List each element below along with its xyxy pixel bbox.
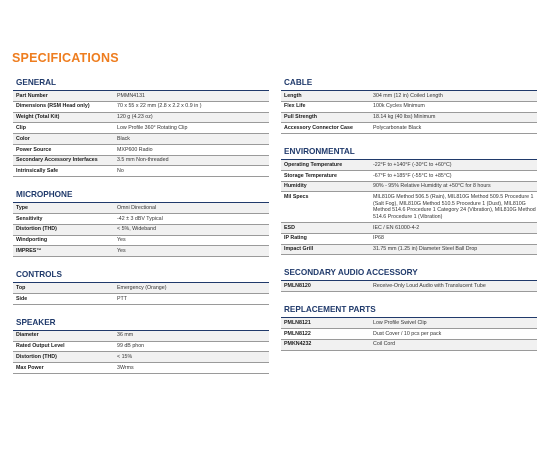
spec-label: Distortion (THD) bbox=[16, 226, 57, 233]
spec-label: IMPRES™ bbox=[16, 247, 42, 254]
spec-row bbox=[13, 156, 269, 167]
spec-label: Sensitivity bbox=[16, 215, 43, 222]
spec-label: PMLN8121 bbox=[284, 319, 311, 326]
section-heading: CABLE bbox=[281, 75, 537, 91]
spec-value: Coil Cord bbox=[373, 341, 396, 348]
spec-row bbox=[13, 91, 269, 102]
spec-row bbox=[281, 329, 537, 340]
spec-row bbox=[13, 342, 269, 353]
spec-value: < 15% bbox=[117, 353, 133, 360]
spec-row bbox=[281, 340, 537, 351]
section-heading: CONTROLS bbox=[13, 267, 269, 283]
spec-value: 18.14 kg (40 lbs) Minimum bbox=[373, 114, 436, 121]
spec-row bbox=[281, 318, 537, 329]
spec-row bbox=[13, 203, 269, 214]
environmental-section bbox=[281, 144, 537, 255]
spec-label: Top bbox=[16, 284, 26, 291]
spec-label: Intrinsically Safe bbox=[16, 168, 59, 175]
spec-row bbox=[281, 182, 537, 193]
spec-label: Power Source bbox=[16, 146, 52, 153]
spec-value: -42 ± 3 dBV Typical bbox=[117, 215, 163, 222]
spec-row bbox=[281, 160, 537, 171]
spec-row bbox=[281, 123, 537, 134]
spec-value: Yes bbox=[117, 237, 126, 244]
spec-row bbox=[281, 281, 537, 292]
spec-row bbox=[13, 113, 269, 124]
spec-table bbox=[281, 160, 537, 255]
spec-value: MIL810G Method 506.5 (Rain), MIL810G Method 509.5 Procedure 1 (Salt Fog), MIL810G Method 510.5 Procedure 1 (Dust), MIL810G Method 514.6 Procedure 1 Category 24 (Vibration), MIL810G Method 514.6 Procedure 1 (Vibration) bbox=[373, 194, 536, 220]
spec-value: -67°F to +185°F (-55°C to +85°C) bbox=[373, 172, 452, 179]
spec-table bbox=[13, 91, 269, 177]
microphone-section bbox=[13, 187, 269, 257]
right-column bbox=[281, 75, 537, 361]
spec-value: 100k Cycles Minimum bbox=[373, 103, 425, 110]
spec-value: Emergency (Orange) bbox=[117, 284, 167, 291]
spec-row bbox=[13, 294, 269, 305]
spec-label: IP Rating bbox=[284, 235, 307, 242]
spec-row bbox=[13, 134, 269, 145]
spec-row bbox=[13, 145, 269, 156]
spec-label: Part Number bbox=[16, 92, 48, 99]
spec-value: 70 x 55 x 22 mm (2.8 x 2.2 x 0.9 in ) bbox=[117, 103, 202, 110]
spec-row bbox=[281, 234, 537, 245]
spec-label: Rated Output Level bbox=[16, 343, 65, 350]
spec-row bbox=[13, 363, 269, 374]
section-heading: REPLACEMENT PARTS bbox=[281, 302, 537, 318]
spec-value: Dust Cover / 10 pcs per pack bbox=[373, 330, 442, 337]
spec-label: Accessory Connector Case bbox=[284, 124, 353, 131]
spec-value: Black bbox=[117, 135, 130, 142]
spec-value: PMMN4131 bbox=[117, 92, 145, 99]
spec-row bbox=[13, 214, 269, 225]
spec-value: Low Profile 360° Rotating Clip bbox=[117, 124, 188, 131]
spec-label: Distortion (THD) bbox=[16, 353, 57, 360]
spec-label: PMLN8122 bbox=[284, 330, 311, 337]
spec-row bbox=[281, 223, 537, 234]
spec-value: No bbox=[117, 168, 124, 175]
spec-value: < 5%, Wideband bbox=[117, 226, 157, 233]
spec-value: 31.75 mm (1.25 in) Diameter Steel Ball Drop bbox=[373, 246, 478, 253]
spec-value: 90% - 95% Relative Humidity at +50°C for 8 hours bbox=[373, 183, 491, 190]
spec-row bbox=[281, 102, 537, 113]
spec-label: PMKN4232 bbox=[284, 341, 312, 348]
spec-label: Operating Temperature bbox=[284, 161, 343, 168]
controls-section bbox=[13, 267, 269, 305]
spec-value: PTT bbox=[117, 295, 128, 302]
spec-table bbox=[13, 203, 269, 257]
spec-row bbox=[13, 246, 269, 257]
spec-table bbox=[281, 281, 537, 292]
spec-label: Clip bbox=[16, 124, 27, 131]
spec-table bbox=[281, 91, 537, 134]
speaker-section bbox=[13, 315, 269, 374]
spec-label: Color bbox=[16, 135, 30, 142]
spec-value: Polycarbonate Black bbox=[373, 124, 422, 131]
cable-section bbox=[281, 75, 537, 134]
spec-label: Mil Specs bbox=[284, 194, 309, 201]
spec-label: Side bbox=[16, 295, 28, 302]
spec-label: Windporting bbox=[16, 237, 48, 244]
spec-value: Low Profile Swivel Clip bbox=[373, 319, 427, 326]
spec-label: Storage Temperature bbox=[284, 172, 337, 179]
spec-label: PMLN8120 bbox=[284, 282, 311, 289]
spec-label: Weight (Total Kit) bbox=[16, 114, 60, 121]
secondary-audio-accessory-section bbox=[281, 265, 537, 292]
spec-label: Secondary Accessory Interfaces bbox=[16, 157, 98, 164]
spec-label: Length bbox=[284, 92, 302, 99]
spec-value: IEC / EN 61000-4-2 bbox=[373, 224, 420, 231]
spec-table bbox=[281, 318, 537, 350]
spec-label: Humidity bbox=[284, 183, 307, 190]
spec-value: IP68 bbox=[373, 235, 384, 242]
spec-row bbox=[13, 283, 269, 294]
spec-value: -22°F to +140°F (-30°C to +60°C) bbox=[373, 161, 452, 168]
spec-value: MXP600 Radio bbox=[117, 146, 153, 153]
spec-value: 36 mm bbox=[117, 332, 134, 339]
spec-label: Diameter bbox=[16, 332, 39, 339]
spec-label: Pull Strength bbox=[284, 114, 317, 121]
spec-row bbox=[13, 102, 269, 113]
spec-label: Flex Life bbox=[284, 103, 306, 110]
spec-value: 3.5 mm Non-threaded bbox=[117, 157, 169, 164]
replacement-parts-section bbox=[281, 302, 537, 350]
spec-label: ESD bbox=[284, 224, 295, 231]
section-heading: ENVIRONMENTAL bbox=[281, 144, 537, 160]
spec-row bbox=[281, 113, 537, 124]
general-section bbox=[13, 75, 269, 177]
spec-row bbox=[13, 236, 269, 247]
page-title: SPECIFICATIONS bbox=[12, 51, 119, 65]
spec-row bbox=[13, 331, 269, 342]
spec-table bbox=[13, 283, 269, 305]
spec-label: Impact Grill bbox=[284, 246, 314, 253]
spec-row bbox=[281, 245, 537, 256]
spec-row bbox=[281, 192, 537, 223]
spec-row bbox=[13, 225, 269, 236]
spec-value: Yes bbox=[117, 247, 126, 254]
section-heading: SECONDARY AUDIO ACCESSORY bbox=[281, 265, 537, 281]
spec-value: 3Wrms bbox=[117, 364, 134, 371]
spec-row bbox=[13, 123, 269, 134]
left-column bbox=[13, 75, 269, 384]
spec-row bbox=[13, 166, 269, 177]
spec-row bbox=[281, 91, 537, 102]
spec-row bbox=[13, 352, 269, 363]
section-heading: GENERAL bbox=[13, 75, 269, 91]
spec-label: Max Power bbox=[16, 364, 44, 371]
spec-value: 120 g (4.23 oz) bbox=[117, 114, 153, 121]
spec-value: Omni Directional bbox=[117, 204, 157, 211]
section-heading: MICROPHONE bbox=[13, 187, 269, 203]
spec-value: 99 dB phon bbox=[117, 343, 145, 350]
spec-table bbox=[13, 331, 269, 374]
section-heading: SPEAKER bbox=[13, 315, 269, 331]
spec-label: Dimensions (RSM Head only) bbox=[16, 103, 90, 110]
spec-label: Type bbox=[16, 204, 28, 211]
spec-value: 304 mm (12 in) Coiled Length bbox=[373, 92, 443, 99]
spec-value: Receive-Only Loud Audio with Translucent Tube bbox=[373, 282, 486, 289]
spec-row bbox=[281, 171, 537, 182]
